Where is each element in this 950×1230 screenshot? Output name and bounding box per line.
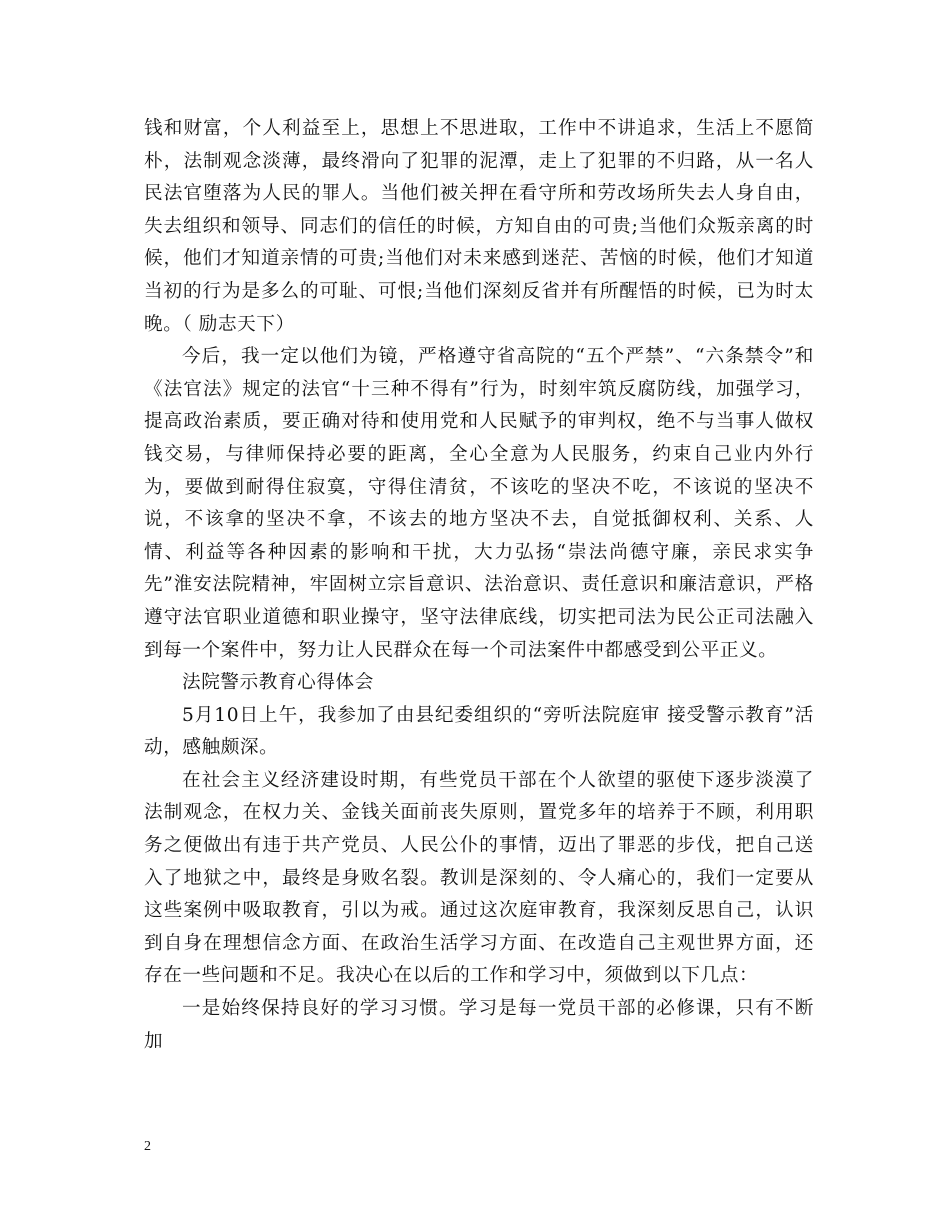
document-body — [144, 113, 814, 1058]
paragraph-reflection: 在社会主义经济建设时期，有些党员干部在个人欲望的驱使下逐步淡漠了法制观念，在权力关、金钱关面前丧失原则，置党多年的培养于不顾，利用职务之便做出有违于共产党员、人民公仆的事情，迈出了罪恶的步伐，把自己送入了地狱之中，最终是身败名裂。教训是深刻的、令人痛心的，我们一定要从这些案例中吸取教育，引以为戒。通过这次庭审教育，我深刻反思自己，认识到自身在理想信念方面、在政治生活学习方面、在改造自己主观世界方面，还存在一些问题和不足。我决心在以后的工作和学习中，须做到以下几点： — [144, 769, 814, 987]
page-number: 2 — [144, 1139, 151, 1154]
paragraph-continuation: 钱和财富，个人利益至上，思想上不思进取，工作中不讲追求，生活上不愿简朴，法制观念淡薄，最终滑向了犯罪的泥潭，走上了犯罪的不归路，从一名人民法官堕落为人民的罪人。当他们被关押在看守所和劳改场所失去人身自由，失去组织和领导、同志们的信任的时候，方知自由的可贵;当他们众叛亲离的时候，他们才知道亲情的可贵;当他们对未来感到迷茫、苦恼的时候，他们才知道当初的行为是多么的可耻、可恨;当他们深刻反省并有所醒悟的时候，已为时太晚。（ 励志天下） — [144, 118, 814, 335]
section-heading: 法院警示教育心得体会 — [182, 672, 374, 694]
paragraph-point-one: 一是始终保持良好的学习习惯。学习是每一党员干部的必修课，只有不断加 — [144, 998, 814, 1052]
paragraph-resolution: 今后，我一定以他们为镜，严格遵守省高院的“五个严禁”、“六条禁令”和《法官法》规定的法官“十三种不得有”行为，时刻牢筑反腐防线，加强学习，提高政治素质，要正确对待和使用党和人民赋予的审判权，绝不与当事人做权钱交易，与律师保持必要的距离，全心全意为人民服务，约束自己业内外行为，要做到耐得住寂寞，守得住清贫，不该吃的坚决不吃，不该说的坚决不说，不该拿的坚决不拿，不该去的地方坚决不去，自觉抵御权利、关系、人情、利益等各种因素的影响和干扰，大力弘扬“崇法尚德守廉，亲民求实争先”淮安法院精神，牢固树立宗旨意识、法治意识、责任意识和廉洁意识，严格遵守法官职业道德和职业操守，坚守法律底线，切实把司法为民公正司法融入到每一个案件中，努力让人民群众在每一个司法案件中都感受到公平正义。 — [144, 346, 814, 661]
paragraph-event: 5月10日上午，我参加了由县纪委组织的“旁听法院庭审 接受警示教育”活动，感触颇深。 — [144, 704, 814, 759]
